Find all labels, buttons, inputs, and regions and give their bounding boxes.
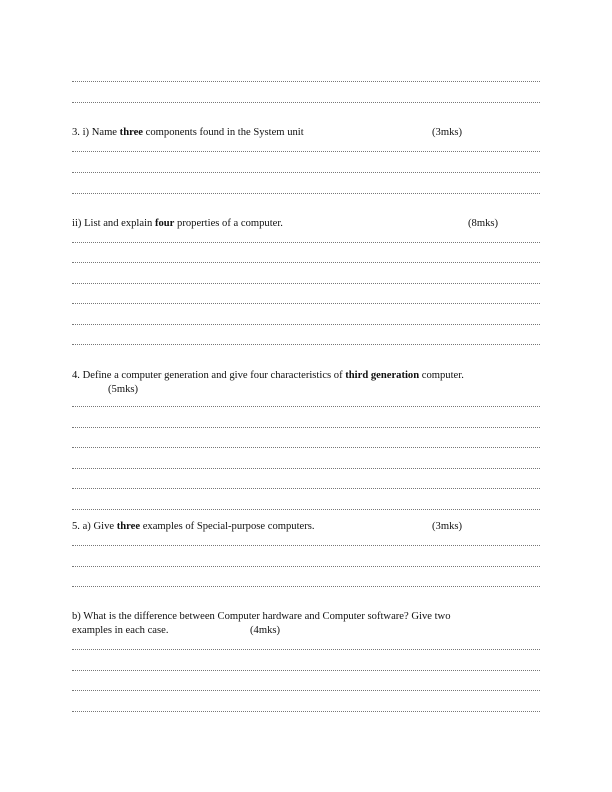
answer-line (72, 447, 540, 448)
answer-line (72, 242, 540, 243)
q-bold: third generation (345, 370, 420, 381)
marks: (4mks) (250, 625, 281, 636)
q-text: ii) List and explain (72, 218, 155, 229)
answer-line (72, 406, 540, 407)
question-5b: b) What is the difference between Computer hardware and Computer software? Give two (72, 611, 451, 622)
q-text: 5. a) Give (72, 521, 117, 532)
question-5a (72, 521, 315, 533)
answer-line (72, 690, 540, 691)
answer-line (72, 468, 540, 469)
q-text: components found in the System unit (143, 127, 304, 138)
answer-line (72, 151, 540, 152)
marks: (5mks) (108, 384, 139, 395)
marks: (3mks) (432, 521, 463, 532)
answer-line (72, 324, 540, 325)
marks: (3mks) (432, 127, 463, 138)
question-3i (72, 127, 304, 139)
marks: (8mks) (468, 218, 499, 229)
answer-line (72, 509, 540, 510)
q-text: computer. (419, 370, 464, 381)
q-text: 4. Define a computer generation and give four characteristics of (72, 370, 346, 381)
question-3ii (72, 218, 283, 230)
answer-line (72, 102, 540, 103)
answer-line (72, 670, 540, 671)
answer-line (72, 586, 540, 587)
answer-line (72, 172, 540, 173)
answer-line (72, 81, 540, 82)
answer-line (72, 262, 540, 263)
answer-line (72, 711, 540, 712)
answer-line (72, 566, 540, 567)
answer-line (72, 303, 540, 304)
answer-line (72, 283, 540, 284)
answer-line (72, 344, 540, 345)
question-5b-cont: examples in each case. (72, 625, 169, 636)
q-text: properties of a computer. (174, 218, 283, 229)
answer-line (72, 545, 540, 546)
answer-line (72, 488, 540, 489)
question-4 (72, 370, 464, 382)
q-text: 3. i) Name (72, 127, 120, 138)
answer-line (72, 649, 540, 650)
q-bold: four (154, 218, 175, 229)
q-bold: three (119, 127, 144, 138)
q-text: examples of Special-purpose computers. (140, 521, 315, 532)
answer-line (72, 427, 540, 428)
answer-line (72, 193, 540, 194)
q-bold: three (116, 521, 141, 532)
